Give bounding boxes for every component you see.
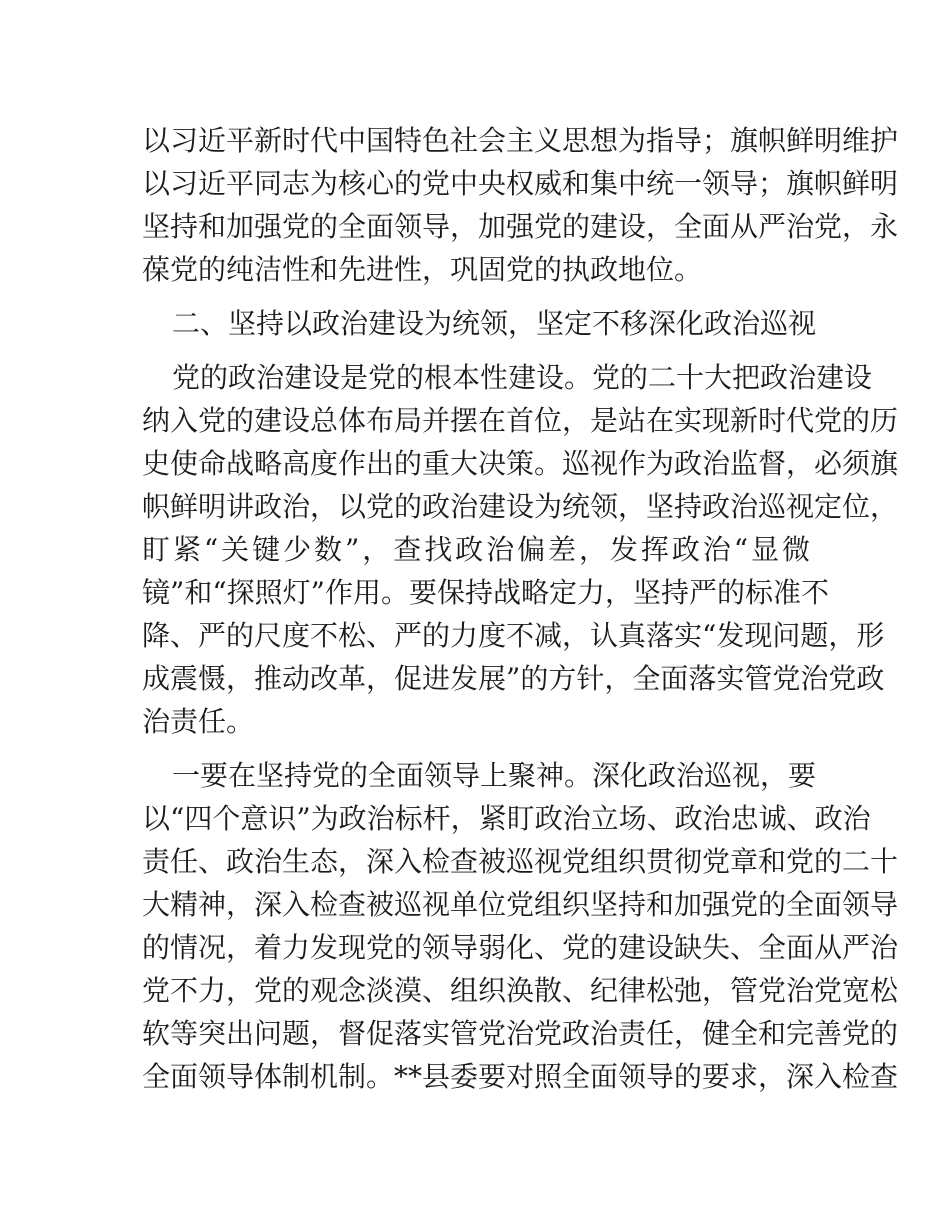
paragraph-2-line-6: 镜”和“探照灯”作用。要保持战略定力，坚持严的标准不: [142, 576, 829, 609]
section-heading-2: 二、坚持以政治建设为统领，坚定不移深化政治巡视: [172, 307, 817, 340]
paragraph-1-line-1: 以习近平新时代中国特色社会主义思想为指导；旗帜鲜明维护: [142, 124, 899, 157]
paragraph-2-line-2: 纳入党的建设总体布局并摆在首位，是站在实现新时代党的历: [142, 404, 899, 437]
paragraph-1-line-3: 坚持和加强党的全面领导，加强党的建设，全面从严治党，永: [142, 210, 899, 243]
paragraph-3-line-7: 软等突出问题，督促落实管党治党政治责任，健全和完善党的: [142, 1017, 899, 1050]
paragraph-3-line-4: 大精神，深入检查被巡视单位党组织坚持和加强党的全面领导: [142, 888, 899, 921]
paragraph-2-line-4: 帜鲜明讲政治，以党的政治建设为统领，坚持政治巡视定位，: [142, 490, 899, 523]
paragraph-2-line-7: 降、严的尺度不松、严的力度不减，认真落实“发现问题，形: [142, 619, 885, 652]
paragraph-2-line-8: 成震慑，推动改革，促进发展”的方针，全面落实管党治党政: [142, 662, 885, 695]
paragraph-1-line-2: 以习近平同志为核心的党中央权威和集中统一领导；旗帜鲜明: [142, 167, 899, 200]
paragraph-2-line-1: 党的政治建设是党的根本性建设。党的二十大把政治建设: [172, 361, 873, 394]
paragraph-1-line-4: 葆党的纯洁性和先进性，巩固党的执政地位。: [142, 253, 703, 286]
paragraph-2-line-5: 盯紧“关键少数”，查找政治偏差，发挥政治“显微: [142, 533, 810, 566]
paragraph-3-line-3: 责任、政治生态，深入检查被巡视党组织贯彻党章和党的二十: [142, 845, 899, 878]
paragraph-3-line-8: 全面领导体制机制。**县委要对照全面领导的要求，深入检查: [142, 1060, 899, 1093]
paragraph-2-line-3: 史使命战略高度作出的重大决策。巡视作为政治监督，必须旗: [142, 447, 899, 480]
paragraph-3-line-6: 党不力，党的观念淡漠、组织涣散、纪律松弛，管党治党宽松: [142, 974, 899, 1007]
paragraph-3-line-1: 一要在坚持党的全面领导上聚神。深化政治巡视，要: [172, 759, 817, 792]
paragraph-2-line-9: 治责任。: [142, 705, 255, 738]
paragraph-3-line-2: 以“四个意识”为政治标杆，紧盯政治立场、政治忠诚、政治: [142, 802, 871, 835]
paragraph-3-line-5: 的情况，着力发现党的领导弱化、党的建设缺失、全面从严治: [142, 931, 899, 964]
